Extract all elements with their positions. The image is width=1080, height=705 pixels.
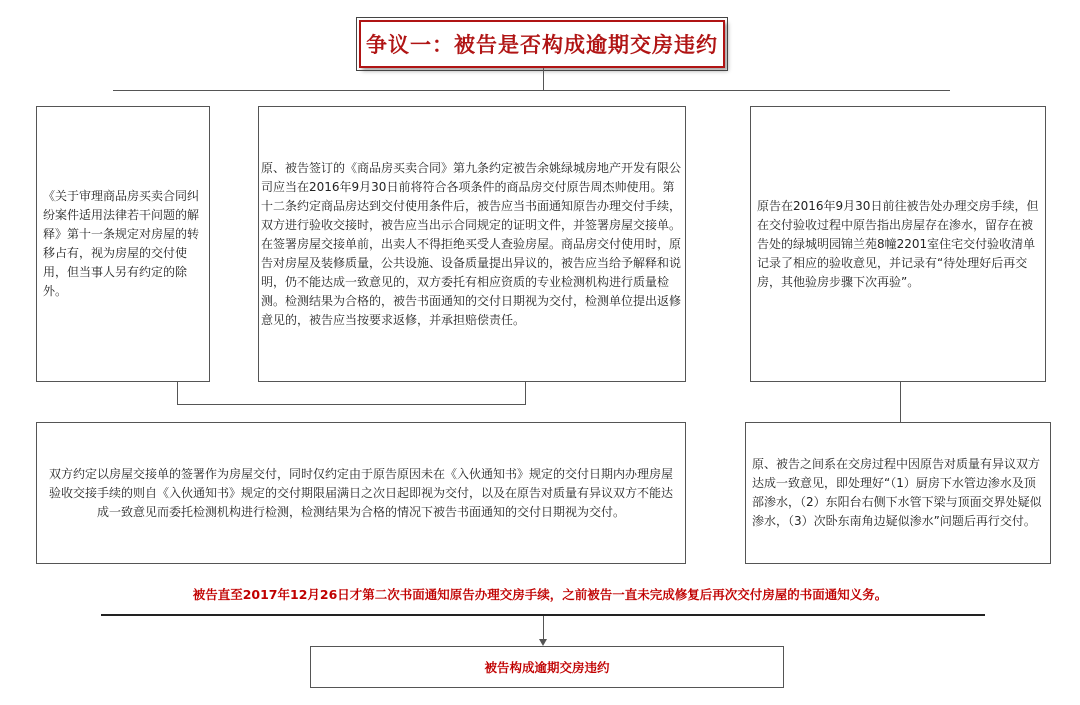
arrow-down-icon — [539, 639, 547, 646]
law-text: 《关于审理商品房买卖合同纠纷案件适用法律若干问题的解释》第十一条规定对房屋的转移占有，视为房屋的交付使用，但当事人另有约定的除外。 — [43, 189, 200, 298]
contract-text: 原、被告签订的《商品房买卖合同》第九条约定被告余姚绿城房地产开发有限公司应当在2016年9月30日前将符合各项条件的商品房交付原告周杰帅使用。第十二条约定商品房达到交付使用条件后，被告应当书面通知原告办理交付手续，双方进行验收交接时，被告应当出示合同规定的证明文件，并签署房屋交接单。在签署房屋交接单前，出卖人不得拒绝买受人查验房屋。商品房交付使用时，原告对房屋及装修质量，公共设施、设备质量提出异议的，被告应当给予解释和说明，仍不能达成一致意见的，双方委托有相应资质的专业检测机构进行质量检测。检测结果为合格的，被告书面通知的交付日期视为交付，检测单位提出返修意见的，被告应当按要求返修，并承担赔偿责任。 — [261, 160, 682, 327]
connector-left-join — [177, 404, 526, 405]
agreement-text: 双方约定以房屋交接单的签署作为房屋交付，同时仅约定由于原告原因未在《入伙通知书》规定的交付日期内办理房屋验收交接手续的则自《入伙通知书》规定的交付期限届满日之次日起即视为交付，以及在原告对质量有异议双方不能达成一致意见而委托检测机构进行检测，检测结果为合格的情况下被告书面通知的交付日期视为交付。 — [48, 466, 673, 519]
title-box — [359, 20, 725, 68]
agreement-box — [36, 422, 686, 564]
law-box — [36, 106, 210, 382]
connector-law-down — [177, 382, 178, 404]
conclusion-text: 被告直至2017年12月26日才第二次书面通知原告办理交房手续，之前被告一直未完成修复后再次交付房屋的书面通知义务。 — [192, 587, 888, 602]
dispute-box — [745, 422, 1051, 564]
contract-box — [258, 106, 686, 382]
connector-facts-down — [900, 382, 901, 422]
connector-top-horizontal — [113, 90, 950, 91]
facts-text: 原告在2016年9月30日前往被告处办理交房手续，但在交付验收过程中原告指出房屋存在渗水，留存在被告处的绿城明园锦兰苑8幢2201室住宅交付验收清单记录了相应的验收意见，并记录有“待处理好后再交房，其他验房步骤下次再验”。 — [757, 198, 1039, 289]
final-text: 被告构成逾期交房违约 — [484, 660, 610, 675]
connector-final-down — [543, 616, 544, 640]
facts-box — [750, 106, 1046, 382]
final-box — [310, 646, 784, 688]
connector-title-down — [543, 68, 544, 90]
dispute-text: 原、被告之间系在交房过程中因原告对质量有异议双方达成一致意见，即处理好“（1）厨房下水管边渗水及顶部渗水，（2）东阳台右侧下水管下梁与顶面交界处疑似渗水，（3）次卧东南角边疑似渗水”问题后再行交付。 — [752, 457, 1042, 528]
connector-contract-down — [525, 382, 526, 404]
title-text: 争议一：被告是否构成逾期交房违约 — [366, 33, 718, 57]
